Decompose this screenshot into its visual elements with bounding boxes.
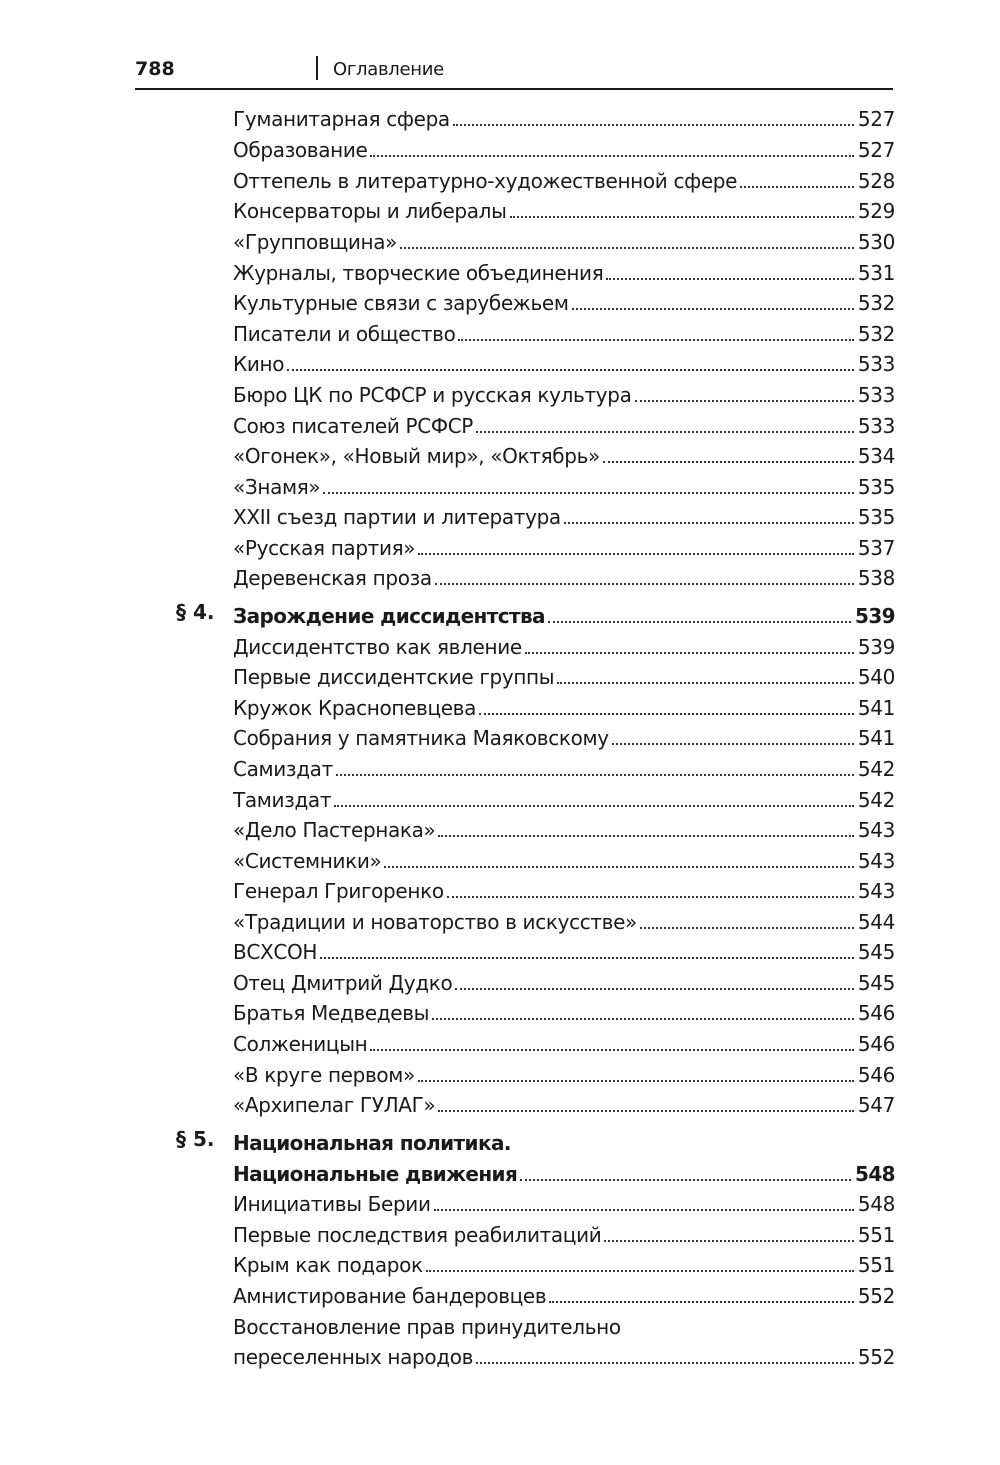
toc-entry-title: «Традиции и новаторство в искусстве» [233,910,637,934]
toc-entry[interactable] [233,844,895,874]
toc-entry[interactable] [233,660,895,690]
toc-page-number: 546 [857,1063,895,1087]
toc-entry-title: Культурные связи с зарубежьем [233,291,569,315]
dot-leader [432,1018,854,1020]
dot-leader [434,1209,854,1211]
toc-page-number: 545 [857,940,895,964]
dot-leader [458,339,853,341]
toc-page-number: 547 [857,1093,895,1117]
dot-leader [438,835,853,837]
toc-entry-title: Журналы, творческие объединения [233,261,604,285]
dot-leader [612,743,854,745]
toc-entry[interactable] [233,721,895,751]
toc-entry-title: Крым как подарок [233,1253,423,1277]
toc-entry-title: Консерваторы и либералы [233,199,507,223]
toc-entry[interactable] [233,874,895,904]
toc-entry-title: Тамиздат [233,788,332,812]
toc-page-number: 543 [857,818,895,842]
toc-entry[interactable] [233,1218,895,1248]
dot-leader [510,216,854,218]
toc-page-number: 528 [857,169,895,193]
dot-leader [603,461,854,463]
toc-page-number: 538 [857,566,895,590]
toc-page-number: 537 [857,536,895,560]
toc-entry[interactable] [233,905,895,935]
toc-entry-title: Гуманитарная сфера [233,107,450,131]
dot-leader [287,369,854,371]
dot-leader [604,1240,854,1242]
dot-leader [334,805,854,807]
toc-page-number: 551 [857,1223,895,1247]
toc-entry-title: Писатели и общество [233,322,456,346]
toc-entry-title: «Дело Пастернака» [233,818,436,842]
toc-entry-title: «Русская партия» [233,536,416,560]
toc-entry[interactable] [233,561,895,591]
toc-entry-title: Образование [233,138,368,162]
toc-page-number: 546 [857,1032,895,1056]
toc-page-number: 543 [857,879,895,903]
toc-page-number: 530 [857,230,895,254]
toc-entry-title: Первые последствия реабилитаций [233,1223,602,1247]
toc-entry-title: Отец Дмитрий Дудко [233,971,453,995]
toc-entry[interactable] [233,164,895,194]
toc-entry[interactable] [233,691,895,721]
toc-entry-title: «Групповщина» [233,230,397,254]
toc-page-number: 542 [857,788,895,812]
dot-leader [564,522,854,524]
toc-entry[interactable] [233,378,895,408]
toc-entry[interactable] [233,194,895,224]
dot-leader [549,1301,854,1303]
toc-entry[interactable] [233,935,895,965]
toc-entry[interactable] [233,1157,895,1187]
toc-entry-title: Кино [233,352,285,376]
toc-page-number: 545 [857,971,895,995]
toc-page-number: 552 [857,1345,895,1369]
toc-entry[interactable] [233,409,895,439]
dot-leader [384,866,853,868]
toc-entry-title: Братья Медведевы [233,1001,430,1025]
dot-leader [520,1179,851,1181]
toc-page-number: 542 [857,757,895,781]
toc-page-number: 533 [857,383,895,407]
toc-page-number: 532 [857,291,895,315]
toc-entry-title: Национальная политика. [233,1131,511,1155]
toc-entry[interactable] [233,133,895,163]
toc-page-number: 539 [857,635,895,659]
dot-leader [740,186,854,188]
toc-entry-title: Солженицын [233,1032,368,1056]
toc-entry-title: Самиздат [233,757,333,781]
dot-leader [336,774,854,776]
dot-leader [418,1080,854,1082]
toc-page-number: 527 [857,107,895,131]
toc-page-number: 543 [857,849,895,873]
toc-entry-title: переселенных народов [233,1345,474,1369]
toc-page-number: 540 [857,665,895,689]
toc-entry[interactable] [233,1340,895,1370]
toc-page-number: 541 [857,726,895,750]
toc-page-number: 539 [855,604,895,628]
dot-leader [476,1362,854,1364]
toc-entry-title: ВСХСОН [233,940,318,964]
toc-entry[interactable] [233,1279,895,1309]
dot-leader [418,553,854,555]
toc-page-number: 527 [857,138,895,162]
toc-entry[interactable] [233,470,895,500]
toc-entry[interactable] [233,225,895,255]
dot-leader [476,431,854,433]
dot-leader [426,1270,854,1272]
toc-entry[interactable] [233,1310,895,1340]
toc-entry-title: Оттепель в литературно-художественной сфере [233,169,738,193]
dot-leader [447,896,854,898]
toc-entry[interactable] [233,1187,895,1217]
dot-leader [557,682,854,684]
toc-page-number: 534 [857,444,895,468]
toc-page-number: 531 [857,261,895,285]
toc-entry-title: Генерал Григоренко [233,879,444,903]
toc-entry[interactable] [233,531,895,561]
toc-page-number: 544 [857,910,895,934]
toc-entry[interactable] [233,966,895,996]
dot-leader [435,583,854,585]
dot-leader [453,124,854,126]
toc-entry-title: Зарождение диссидентства [233,604,545,628]
dot-leader [320,957,854,959]
toc-entry[interactable] [233,752,895,782]
toc-entry-title: «Системники» [233,849,382,873]
toc-entry[interactable] [233,256,895,286]
dot-leader [370,155,853,157]
toc-entry[interactable] [233,1058,895,1088]
toc-page-number: 535 [857,505,895,529]
toc-entry[interactable] [233,996,895,1026]
toc-page-number: 533 [857,414,895,438]
dot-leader [455,988,853,990]
dot-leader [635,400,854,402]
toc-entry-title: Союз писателей РСФСР [233,414,474,438]
toc-entry-title: Деревенская проза [233,566,432,590]
toc-page-number: 535 [857,475,895,499]
page-number: 788 [135,58,175,80]
toc-entry[interactable] [233,102,895,132]
toc-entry[interactable] [233,347,895,377]
toc-entry[interactable] [233,630,895,660]
toc-entry[interactable] [233,286,895,316]
toc-entry-title: «Архипелаг ГУЛАГ» [233,1093,436,1117]
toc-page-number: 548 [855,1162,895,1186]
dot-leader [438,1110,854,1112]
toc-entry-title: Инициативы Берии [233,1192,431,1216]
toc-entry-title: Кружок Краснопевцева [233,696,477,720]
toc-entry[interactable] [233,1248,895,1278]
toc-page-number: 533 [857,352,895,376]
toc-entry[interactable] [233,599,895,629]
toc-page-number: 552 [857,1284,895,1308]
toc-page-number: 548 [857,1192,895,1216]
toc-entry-title: «Огонек», «Новый мир», «Октябрь» [233,444,600,468]
toc-entry[interactable] [233,1027,895,1057]
toc-entry-title: Амнистирование бандеровцев [233,1284,547,1308]
toc-entry-title: XXII съезд партии и литература [233,505,561,529]
toc-entry[interactable] [233,439,895,469]
dot-leader [572,308,854,310]
toc-entry-title: Бюро ЦК по РСФСР и русская культура [233,383,632,407]
toc-page-number: 551 [857,1253,895,1277]
toc-page-number: 532 [857,322,895,346]
running-title: Оглавление [333,59,444,80]
toc-page-number: 546 [857,1001,895,1025]
toc-entry-title: Диссидентство как явление [233,635,522,659]
dot-leader [606,278,853,280]
toc-page-number: 541 [857,696,895,720]
dot-leader [548,621,851,623]
toc-entry[interactable] [233,500,895,530]
toc-entry-title: «В круге первом» [233,1063,415,1087]
toc-entry-title: Первые диссидентские группы [233,665,555,689]
toc-entry-title: Национальные движения [233,1162,518,1186]
toc-entry[interactable] [233,1126,895,1156]
toc-entry[interactable] [233,783,895,813]
toc-entry-title: Собрания у памятника Маяковскому [233,726,609,750]
dot-leader [479,713,854,715]
toc-entry-title: «Знамя» [233,475,321,499]
dot-leader [400,247,854,249]
dot-leader [323,492,854,494]
toc-entry-title: Восстановление прав принудительно [233,1315,621,1339]
section-number: § 4. [176,600,215,624]
toc-entry[interactable] [233,813,895,843]
dot-leader [370,1049,854,1051]
section-number: § 5. [176,1127,215,1151]
toc-page-number: 529 [857,199,895,223]
toc-entry[interactable] [233,317,895,347]
dot-leader [640,927,854,929]
toc-entry[interactable] [233,1088,895,1118]
dot-leader [525,652,854,654]
